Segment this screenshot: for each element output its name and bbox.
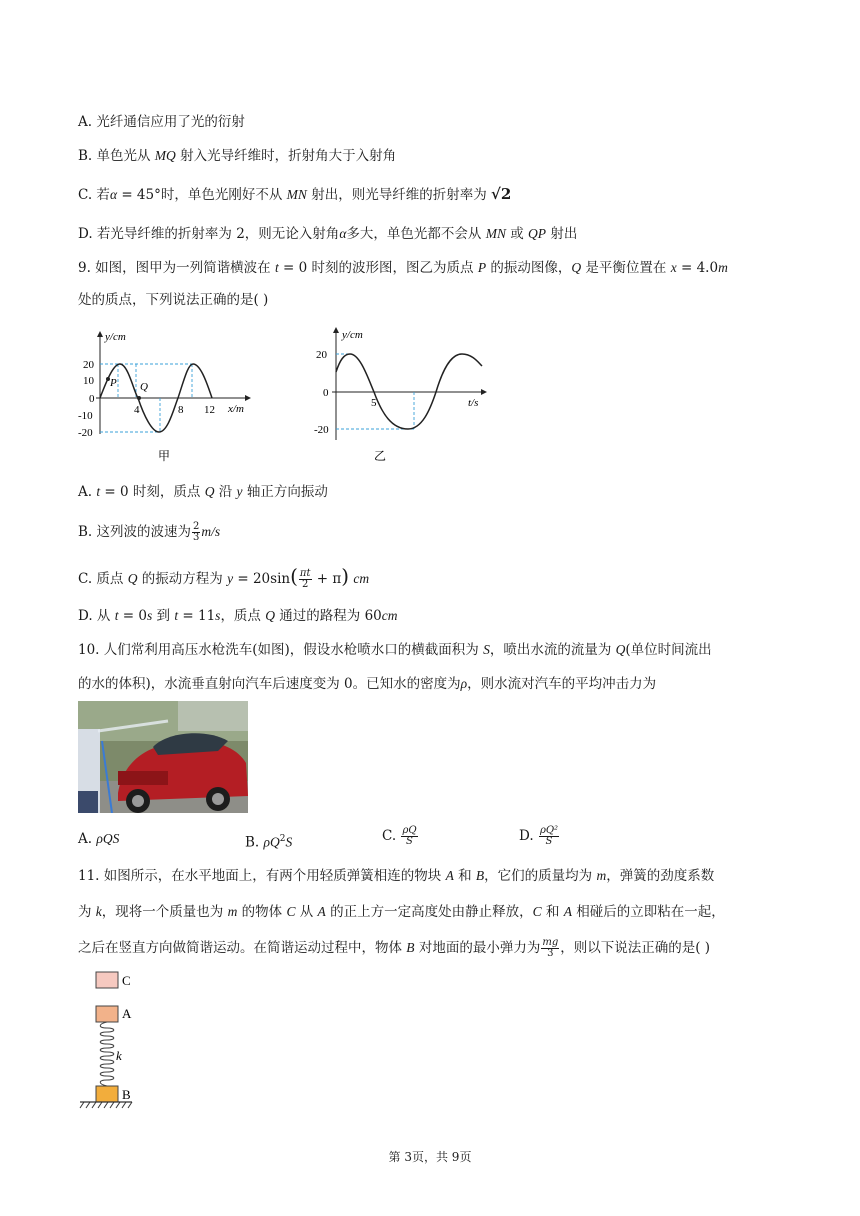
block-a-label: A bbox=[122, 1006, 132, 1021]
q11-stem-line3: 之后在竖直方向做简谐运动。在简谐运动过程中，物体 B 对地面的最小弹力为 $\frac{mg}{3}$ ，则以下说法正确的是( ) bbox=[78, 937, 711, 959]
block-c-label: C bbox=[122, 973, 131, 988]
jia-x-tick: 8 bbox=[178, 404, 184, 416]
q9-stem-line1: 9. 如图，图甲为一列简谐横波在 t = 0 时刻的波形图，图乙为质点 P 的振动图像，Q 是平衡位置在 x = 4.0m bbox=[78, 260, 728, 276]
yi-y-axis-label: y/cm bbox=[342, 329, 363, 341]
wave-graph-jia bbox=[78, 322, 258, 470]
q9-stem-line2: 处的质点，下列说法正确的是( ) bbox=[78, 292, 269, 308]
car-wash-photo bbox=[78, 701, 248, 813]
q8-option-c: C. 若α = 45°时，单色光刚好不从 MN 射出，则光导纤维的折射率为 √2 bbox=[78, 185, 512, 203]
yi-y-tick: 0 bbox=[323, 387, 329, 399]
jia-x-axis-label: x/m bbox=[228, 403, 244, 415]
jia-caption: 甲 bbox=[158, 449, 171, 463]
yi-y-tick: 20 bbox=[316, 349, 327, 361]
jia-y-tick: -20 bbox=[78, 427, 93, 439]
jia-x-tick: 12 bbox=[204, 404, 215, 416]
q8-option-a: A. 光纤通信应用了光的衍射 bbox=[78, 114, 245, 130]
q8-option-d: D. 若光导纤维的折射率为 2，则无论入射角α多大，单色光都不会从 MN 或 QP 射出 bbox=[78, 226, 578, 242]
jia-y-tick: 10 bbox=[83, 375, 94, 387]
q11-stem-line2: 为 k，现将一个质量也为 m 的物体 C 从 A 的正上方一定高度处由静止释放，C 和 A 相碰后的立即粘在一起， bbox=[78, 904, 725, 920]
jia-y-axis-label: y/cm bbox=[105, 331, 126, 343]
q9-option-a: A. t = 0 时刻，质点 Q 沿 y 轴正方向振动 bbox=[78, 484, 328, 500]
point-q-label: Q bbox=[140, 381, 148, 393]
spring-block-figure bbox=[78, 968, 148, 1110]
jia-y-tick: 0 bbox=[89, 393, 95, 405]
yi-y-tick: -20 bbox=[314, 424, 329, 436]
q10-stem-line2: 的水的体积)，水流垂直射向汽车后速度变为 0。已知水的密度为ρ，则水流对汽车的平均冲击力为 bbox=[78, 676, 657, 692]
q9-option-c: C. 质点 Q 的振动方程为 y = 20sin( $\frac{\pi t}{2}$ + π) cm bbox=[78, 564, 370, 590]
yi-x-axis-label: t/s bbox=[468, 397, 479, 409]
block-b-label: B bbox=[122, 1087, 131, 1102]
yi-x-tick: 5 bbox=[371, 397, 377, 409]
q10-option-b: B. $\rho Q^2S$ bbox=[245, 834, 293, 851]
q10-option-d: D. $\frac{\text{ρQ²}}{S}$ bbox=[519, 825, 559, 847]
q10-stem-line1: 10. 人们常利用高压水枪洗车(如图)，假设水枪喷水口的横截面积为 S，喷出水流的流量为 Q(单位时间流出 bbox=[78, 642, 712, 658]
q9-option-b: B. 这列波的波速为 $\frac{2}{3}$ m/s bbox=[78, 521, 221, 543]
q11-stem-line1: 11. 如图所示，在水平地面上，有两个用轻质弹簧相连的物块 A 和 B，它们的质量均为 m，弹簧的劲度系数 bbox=[78, 868, 715, 884]
jia-y-tick: 20 bbox=[83, 359, 94, 371]
spring-k-label: k bbox=[116, 1048, 122, 1063]
point-p-label: P bbox=[110, 377, 117, 389]
jia-y-tick: -10 bbox=[78, 410, 93, 422]
yi-caption: 乙 bbox=[374, 449, 387, 463]
q10-option-a: A. ρQS bbox=[78, 831, 120, 847]
jia-x-tick: 4 bbox=[134, 404, 140, 416]
q10-option-c: C. $\frac{\rho Q}{S}$ bbox=[382, 825, 417, 847]
q9-option-d: D. 从 t = 0s 到 t = 11s，质点 Q 通过的路程为 60cm bbox=[78, 608, 398, 624]
page-footer: 第 3页，共 9页 bbox=[388, 1150, 472, 1164]
vibration-graph-yi bbox=[312, 322, 492, 470]
q8-option-b: B. 单色光从 MQ 射入光导纤维时，折射角大于入射角 bbox=[78, 148, 397, 164]
